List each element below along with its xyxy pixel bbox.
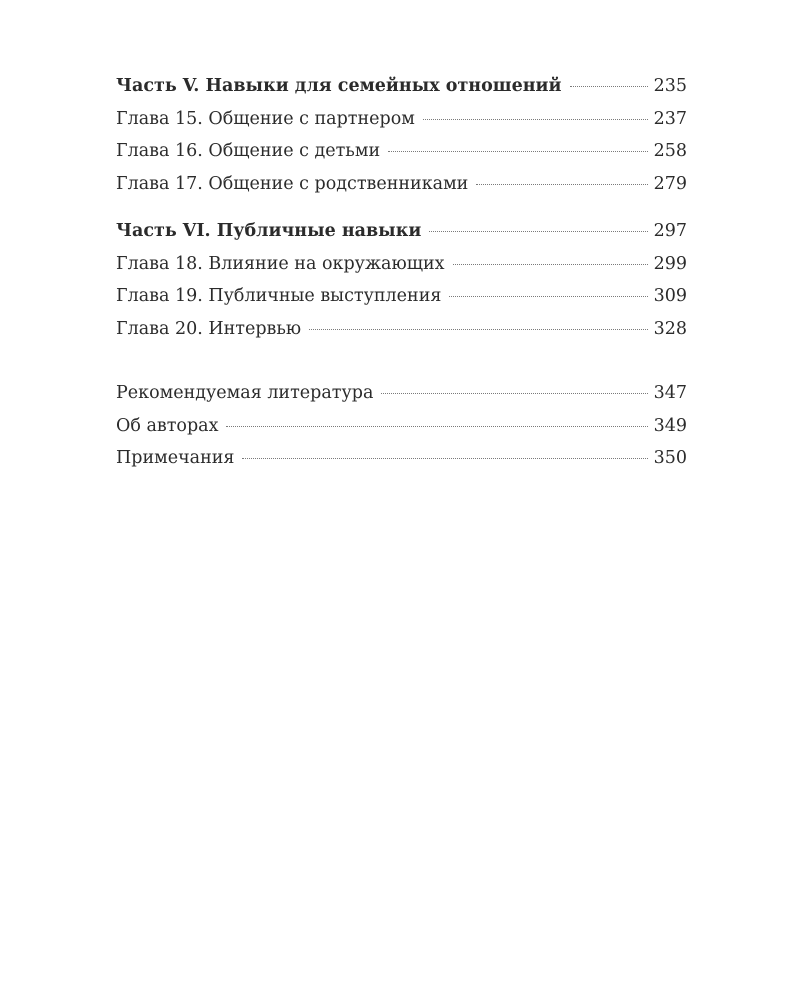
toc-entry-page: 299 — [653, 253, 687, 274]
dot-leader — [449, 296, 647, 297]
toc-entry-title: Глава 15. Общение с партнером — [116, 108, 415, 129]
toc-entry[interactable] — [116, 215, 687, 248]
toc-entry[interactable] — [116, 442, 687, 475]
toc-entry-title: Об авторах — [116, 415, 219, 436]
toc-entry[interactable] — [116, 280, 687, 313]
toc-entry-page: 350 — [653, 448, 687, 468]
dot-leader — [570, 86, 648, 87]
toc-entry[interactable] — [116, 70, 687, 103]
toc-entry-title: Глава 20. Интервью — [116, 318, 302, 339]
toc-group-part-6 — [116, 215, 687, 345]
toc-entry-title: Глава 19. Публичные выступления — [116, 286, 442, 306]
toc-entry[interactable] — [116, 103, 687, 136]
toc-entry-title: Часть VI. Публичные навыки — [116, 221, 422, 241]
toc-entry[interactable] — [116, 410, 687, 443]
toc-group-back-matter — [116, 377, 687, 475]
dot-leader — [453, 264, 648, 265]
toc-entry-page: 258 — [653, 141, 687, 161]
toc-entry[interactable] — [116, 135, 687, 168]
toc-entry-page: 328 — [653, 318, 687, 339]
toc-entry-title: Рекомендуемая литература — [116, 383, 374, 403]
toc-entry-page: 309 — [653, 286, 687, 306]
toc-entry-page: 279 — [653, 173, 687, 194]
dot-leader — [309, 329, 647, 330]
toc-entry-page: 347 — [653, 383, 687, 403]
dot-leader — [429, 231, 647, 232]
toc-entry-title: Глава 17. Общение с родственниками — [116, 173, 469, 194]
dot-leader — [476, 184, 647, 185]
toc-entry-title: Примечания — [116, 448, 235, 468]
dot-leader — [242, 458, 647, 459]
dot-leader — [388, 151, 647, 152]
toc-entry-page: 297 — [653, 221, 687, 241]
dot-leader — [226, 426, 647, 427]
toc-entry-title: Часть V. Навыки для семейных отношений — [116, 76, 562, 96]
toc-entry-page: 349 — [653, 415, 687, 436]
dot-leader — [381, 393, 647, 394]
dot-leader — [423, 119, 648, 120]
toc-entry-title: Глава 18. Влияние на окружающих — [116, 253, 445, 274]
toc-entry[interactable] — [116, 313, 687, 346]
toc-entry-title: Глава 16. Общение с детьми — [116, 141, 381, 161]
toc-entry-page: 237 — [653, 108, 687, 129]
toc-entry-page: 235 — [653, 76, 687, 96]
toc-entry[interactable] — [116, 377, 687, 410]
toc-entry[interactable] — [116, 248, 687, 281]
table-of-contents — [116, 70, 687, 475]
toc-entry[interactable] — [116, 168, 687, 201]
toc-group-part-5 — [116, 70, 687, 200]
